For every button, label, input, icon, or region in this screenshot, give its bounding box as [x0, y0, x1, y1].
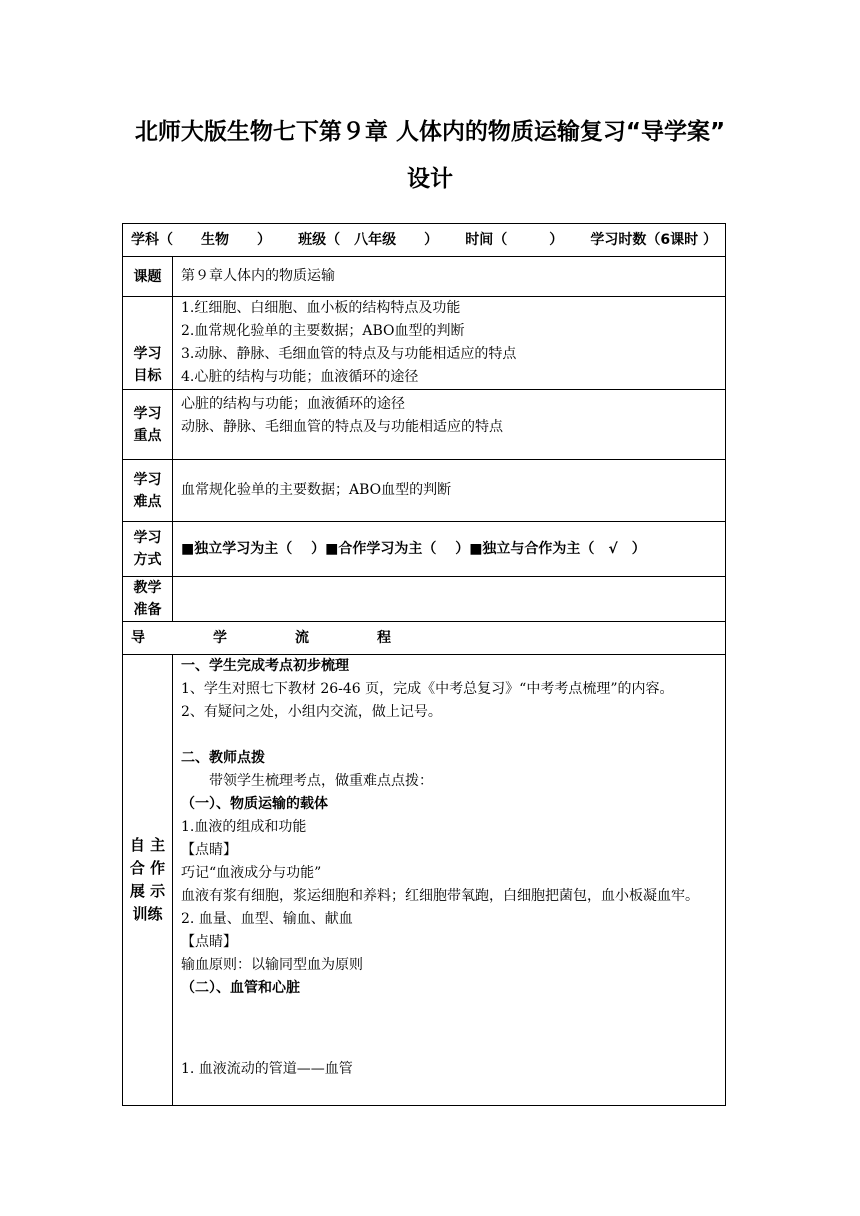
- preparation-label-2: 准备: [133, 602, 162, 618]
- tip2: 输血原则：以输同型血为原则: [181, 957, 363, 973]
- objectives-row: [123, 297, 726, 390]
- difficulties-label-2: 难点: [133, 493, 162, 510]
- document-title-line-2: 设计: [407, 166, 453, 192]
- training-label-2: 合 作: [129, 859, 166, 877]
- preparation-row: [123, 577, 726, 622]
- document-title-line-1: 北师大版生物七下第９章 人体内的物质运输复习“导学案”: [134, 119, 726, 145]
- training-label-3: 展 示: [129, 882, 166, 900]
- key-point-item: 心脏的结构与功能；血液循环的途径: [181, 396, 405, 412]
- blank-line: [181, 724, 719, 747]
- method-row: [123, 522, 726, 577]
- tip1-line-2: 血液有浆有细胞，浆运细胞和养料；红细胞带氧跑，白细胞把菌包，血小板凝血牢。: [181, 888, 699, 904]
- flow-heading-char: 程: [377, 629, 391, 646]
- header-row: [123, 224, 726, 257]
- key-points-label-2: 重点: [133, 427, 162, 444]
- objective-item: 2.血常规化验单的主要数据；ABO血型的判断: [181, 323, 465, 339]
- item-2: 2. 血量、血型、输血、献血: [181, 911, 353, 927]
- subject-field: 学科（ 生物 ）: [131, 231, 271, 248]
- objective-item: 4.心脏的结构与功能；血液循环的途径: [181, 369, 419, 385]
- hours-field: 学习时数（6课时 ）: [590, 231, 717, 248]
- objectives-label-2: 目标: [133, 368, 162, 384]
- difficulties-value: 血常规化验单的主要数据；ABO血型的判断: [181, 482, 452, 498]
- tip-label-2: 【点睛】: [181, 934, 237, 950]
- grade-field: 班级（ 八年级 ）: [298, 231, 439, 248]
- topic-row: [123, 257, 726, 297]
- topic-label: 课题: [133, 268, 162, 285]
- difficulties-label-1: 学习: [133, 471, 162, 488]
- time-field: 时间（ ）: [465, 231, 564, 248]
- objective-item: 1.红细胞、白细胞、血小板的结构特点及功能: [181, 300, 461, 316]
- section2-title: （二）、血管和心脏: [181, 980, 300, 996]
- training-label-4: 训练: [132, 905, 163, 923]
- part1-line-1: 1、学生对照七下教材 26-46 页，完成《中考总复习》“中考考点梳理”的内容。: [181, 681, 674, 697]
- difficulties-row: [123, 460, 726, 522]
- method-label-1: 学习: [133, 530, 162, 546]
- training-label-1: 自 主: [129, 836, 166, 854]
- item-1: 1.血液的组成和功能: [181, 819, 307, 835]
- topic-value: 第９章人体内的物质运输: [181, 268, 335, 284]
- method-label-2: 方式: [133, 552, 162, 568]
- blank-space: [181, 1000, 719, 1058]
- preparation-label-1: 教学: [133, 580, 162, 596]
- objectives-label-1: 学习: [133, 346, 162, 362]
- section1-title: （一）、物质运输的载体: [181, 796, 328, 812]
- training-row: [123, 655, 726, 1106]
- tip1-line-1: 巧记“血液成分与功能”: [181, 865, 322, 881]
- method-value: ■独立学习为主（ ）■合作学习为主（ ）■独立与合作为主（ √ ）: [181, 540, 646, 557]
- item-3: 1. 血液流动的管道——血管: [181, 1061, 353, 1077]
- flow-heading-char: 学: [213, 629, 227, 646]
- lesson-plan-table: [122, 223, 726, 1106]
- flow-heading-row: [123, 622, 726, 655]
- flow-heading-char: 流: [295, 629, 309, 646]
- part1-line-2: 2、有疑问之处，小组内交流，做上记号。: [181, 704, 442, 720]
- key-point-item: 动脉、静脉、毛细血管的特点及与功能相适应的特点: [181, 419, 503, 435]
- key-points-label-1: 学习: [133, 405, 162, 422]
- key-points-row: [123, 390, 726, 460]
- tip-label-1: 【点睛】: [181, 842, 237, 858]
- flow-heading-char: 导: [131, 629, 145, 646]
- objective-item: 3.动脉、静脉、毛细血管的特点及与功能相适应的特点: [181, 346, 517, 362]
- part2-intro: 带领学生梳理考点，做重难点点拨：: [209, 773, 433, 789]
- flow-heading: [131, 627, 391, 650]
- part2-title: 二、教师点拨: [181, 750, 265, 766]
- part1-title: 一、学生完成考点初步梳理: [181, 658, 349, 674]
